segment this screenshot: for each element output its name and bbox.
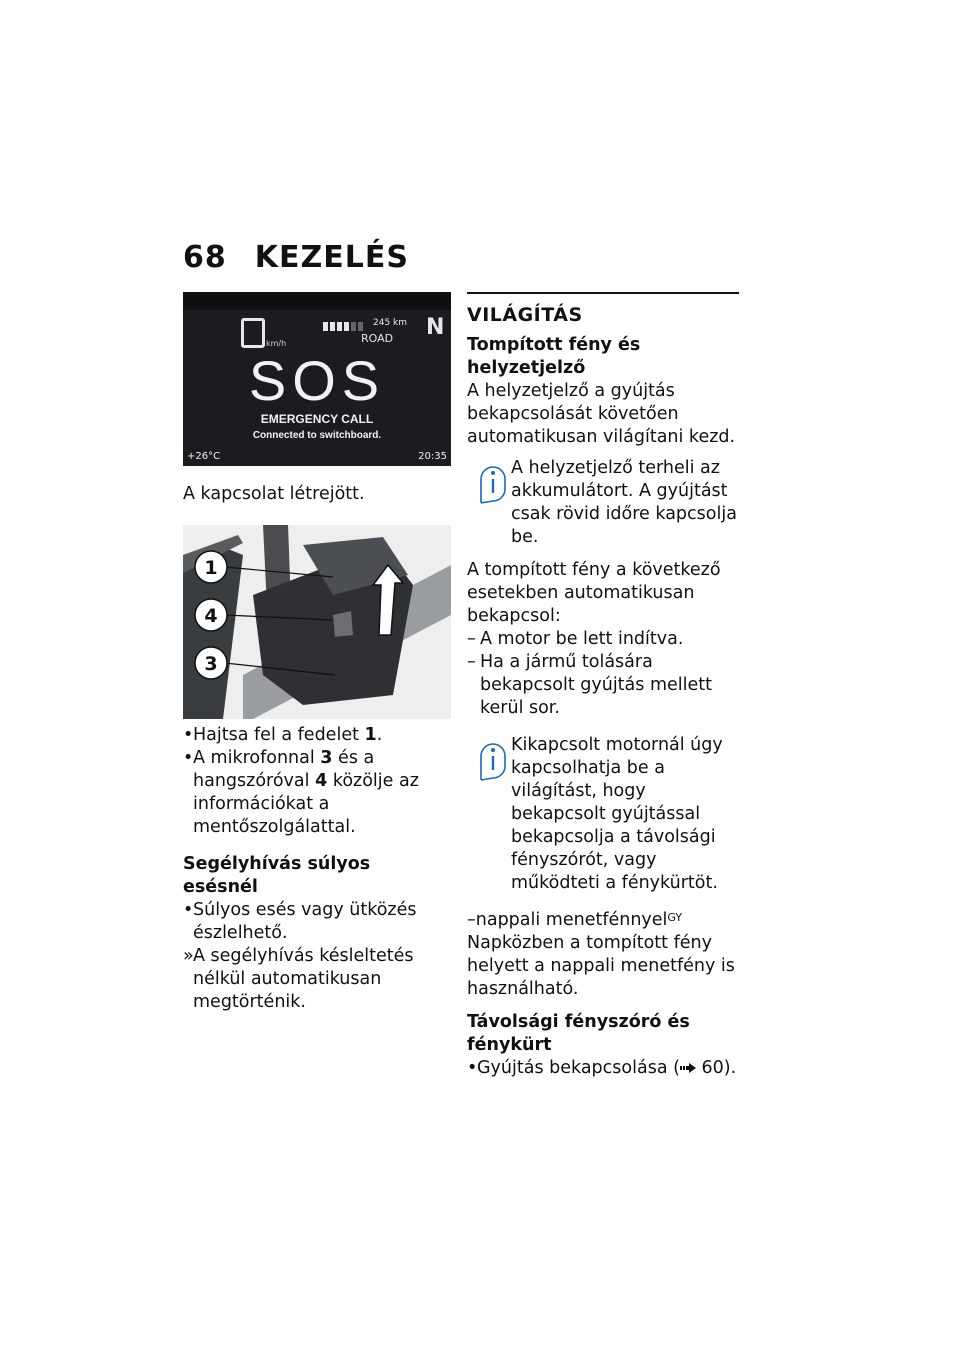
option-line: –nappali menetfénnyel$^{GY}$	[467, 910, 683, 930]
clock-readout: 20:35	[418, 451, 447, 462]
display-bezel	[183, 292, 451, 310]
section-heading: Segélyhívás súlyos esésnél	[183, 854, 371, 897]
instruction-list	[183, 724, 451, 839]
list-item: – Ha a jármű tolására bekapcsolt gyújtás mellett kerül sor.	[467, 652, 712, 718]
info-icon	[477, 459, 509, 505]
list-item: – A motor be lett indítva.	[467, 629, 684, 649]
list-item: • A mikrofonnal 3 és a hangszóróval 4 közölje az információkat a mentőszolgálattal.	[183, 748, 419, 837]
sos-text: SOS	[248, 349, 386, 412]
list-item: • Hajtsa fel a fedelet 1.	[183, 725, 383, 745]
speed-unit: km/h	[266, 339, 287, 348]
page-header	[183, 240, 409, 275]
callout-3: 3	[204, 653, 218, 675]
bullet-icon: •	[183, 900, 194, 920]
paragraph: Napközben a tompított fény helyett a nappali menetfény is használható.	[467, 933, 735, 999]
emergency-call-text: EMERGENCY CALL	[260, 412, 374, 426]
section-divider	[467, 292, 739, 294]
connected-text: Connected to switchboard.	[252, 430, 382, 441]
handlebar-illustration	[183, 525, 451, 719]
dash-list	[467, 628, 739, 720]
fuel-gauge-icon	[323, 322, 363, 331]
subheading: Tompított fény és helyzetjelző	[467, 335, 641, 378]
info-icon	[477, 736, 509, 782]
list-item: • Súlyos esés vagy ütközés észlelhető.	[183, 900, 417, 943]
temperature-readout: +26°C	[187, 451, 221, 462]
image-caption: A kapcsolat létrejött.	[183, 484, 365, 504]
section-title: VILÁGÍTÁS	[467, 304, 583, 326]
right-column	[467, 292, 739, 1080]
ride-mode: ROAD	[361, 332, 394, 345]
paragraph: A tompított fény a következő esetekben automatikusan bekapcsol:	[467, 560, 721, 626]
range-readout: 245 km	[373, 318, 408, 328]
bullet-icon: •	[183, 748, 194, 768]
list-item: • Gyújtás bekapcsolása ( 60).	[467, 1058, 737, 1078]
callout-4: 4	[204, 605, 218, 627]
callout-1: 1	[204, 557, 218, 579]
info-note: A helyzetjelző terheli az akkumulátort. A gyújtást csak rövid időre kapcsolja be.	[467, 457, 739, 549]
info-note: Kikapcsolt motornál úgy kapcsolhatja be a világítást, hogy bekapcsolt gyújtással bekapcsolja a távolsági fényszórót, vagy működteti a fénykürtöt.	[467, 734, 739, 895]
handlebar-switch-photo	[183, 525, 451, 719]
speed-digit	[241, 318, 265, 348]
page-number: 68	[183, 240, 227, 275]
list-item: » A segélyhívás késleltetés nélkül automatikusan megtörténik.	[183, 946, 414, 1012]
result-arrow-icon: »	[183, 946, 194, 966]
condition-list	[183, 899, 451, 1014]
paragraph: A helyzetjelző a gyújtás bekapcsolását követően automatikusan világítani kezd.	[467, 381, 736, 447]
dashboard-display-image	[183, 292, 451, 466]
bullet-icon: •	[183, 725, 194, 745]
page-reference-arrow-icon	[680, 1063, 696, 1073]
page-reference[interactable]: 60	[701, 1058, 724, 1078]
gear-indicator: N	[426, 315, 445, 340]
bullet-icon: •	[467, 1058, 478, 1078]
subheading: Távolsági fényszóró és fénykürt	[467, 1012, 690, 1055]
left-column	[183, 292, 451, 1014]
chapter-title: KEZELÉS	[254, 240, 409, 275]
